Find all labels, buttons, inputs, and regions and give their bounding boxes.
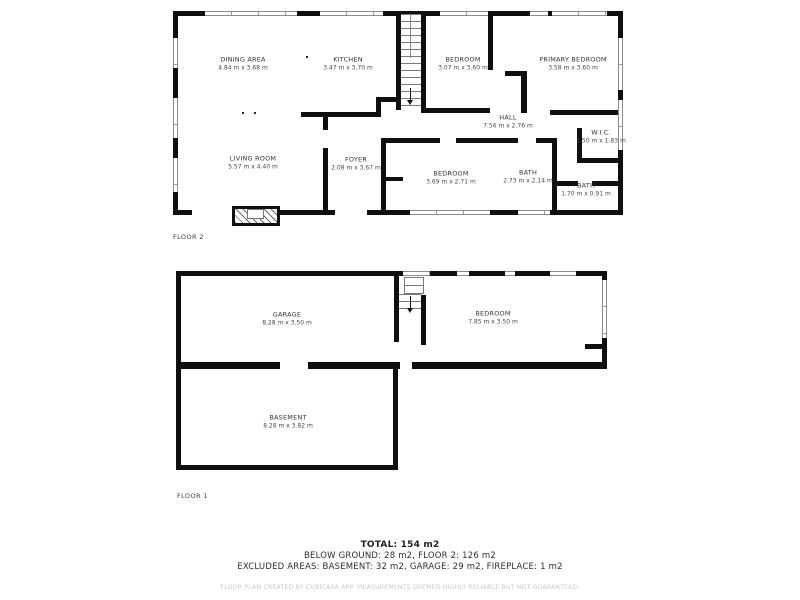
room-name: GARAGE	[272, 310, 302, 319]
window	[173, 98, 178, 138]
wall-segment	[176, 271, 607, 276]
stairs-down-arrow-icon	[407, 100, 413, 105]
window	[173, 38, 178, 68]
staircase-floor2	[401, 14, 421, 107]
room-name: PRIMARY BEDROOM	[539, 55, 607, 64]
window	[530, 11, 548, 16]
room-name: BEDROOM	[475, 309, 511, 318]
room-label-bedroom	[438, 55, 488, 72]
fireplace-firebox	[247, 209, 264, 219]
room-dimensions: 8.28 m x 3.82 m	[263, 422, 313, 430]
floor-2-label: FLOOR 2	[173, 233, 204, 241]
wall-segment	[176, 271, 181, 470]
room-dimensions: 2.73 m x 2.14 m	[503, 177, 553, 185]
window	[505, 271, 515, 276]
room-dimensions: 1.70 m x 0.91 m	[561, 190, 611, 198]
wall-segment	[367, 210, 410, 215]
window	[410, 210, 490, 215]
room-dimensions: 3.07 m x 3.60 m	[438, 64, 488, 72]
room-label-bedroom-floor1	[468, 309, 518, 326]
floor-areas-text: BELOW GROUND: 28 m2, FLOOR 2: 126 m2	[303, 551, 496, 561]
wall-segment	[550, 210, 623, 215]
room-label-wic	[576, 128, 626, 145]
stairs-down-arrow-icon	[407, 308, 413, 313]
wall-segment	[176, 362, 280, 369]
disclaimer-text: FLOOR PLAN CREATED BY CUBICASA APP. MEASUREMENTS DEEMED HIGHLY RELIABLE BUT NOT GUARANTEED.	[220, 584, 580, 591]
room-name: W.I.C.	[591, 128, 611, 137]
room-label-bath	[503, 168, 553, 185]
floor-1-label: FLOOR 1	[177, 492, 208, 500]
wall-segment	[488, 11, 493, 70]
room-name: BATH	[576, 181, 596, 190]
room-label-garage	[262, 310, 312, 327]
window	[457, 271, 469, 276]
staircase-divider	[410, 14, 411, 58]
window	[173, 158, 178, 192]
window	[602, 280, 607, 338]
wall-segment	[176, 465, 398, 470]
wall-segment	[550, 110, 618, 115]
room-label-bath-2	[561, 181, 611, 198]
room-dimensions: 7.56 m x 2.76 m	[483, 122, 533, 130]
wall-segment	[323, 117, 328, 130]
wall-segment	[577, 158, 623, 163]
room-name: KITCHEN	[333, 55, 363, 64]
wall-segment	[521, 76, 527, 113]
wall-segment	[381, 177, 403, 181]
wall-segment	[456, 138, 518, 143]
wall-segment	[393, 369, 398, 470]
stairs-direction-line	[410, 296, 411, 308]
room-name: BEDROOM	[433, 169, 469, 178]
window	[440, 11, 488, 16]
column-marker-dot	[254, 112, 256, 114]
wall-segment	[173, 210, 192, 215]
room-name: BATH	[518, 168, 538, 177]
area-summary	[0, 540, 800, 572]
room-dimensions: 5.57 m x 4.40 m	[228, 163, 278, 171]
column-marker-dot	[306, 56, 308, 58]
wall-segment	[323, 148, 328, 212]
wall-segment	[585, 344, 607, 349]
window	[205, 11, 297, 16]
room-dimensions: 3.58 m x 3.60 m	[548, 64, 598, 72]
stairs-direction-line	[410, 88, 411, 100]
staircase-landing-floor1	[404, 277, 424, 294]
room-label-dining-area	[218, 55, 268, 72]
room-label-primary-bedroom	[539, 55, 606, 72]
room-dimensions: 4.84 m x 3.68 m	[218, 64, 268, 72]
window	[518, 210, 550, 215]
wall-segment	[301, 112, 377, 117]
room-dimensions: 1.50 m x 1.83 m	[576, 137, 626, 145]
wall-segment	[421, 295, 426, 345]
wall-segment	[308, 362, 400, 369]
room-dimensions: 3.47 m x 3.70 m	[323, 64, 373, 72]
room-name: DINING AREA	[220, 55, 266, 64]
room-dimensions: 7.85 m x 3.50 m	[468, 318, 518, 326]
room-name: FOYER	[344, 155, 368, 164]
wall-segment	[381, 138, 386, 212]
wall-segment	[426, 108, 490, 113]
wall-segment	[490, 210, 518, 215]
room-name: BEDROOM	[445, 55, 481, 64]
window	[320, 11, 383, 16]
fireplace	[232, 206, 280, 226]
window	[618, 38, 623, 90]
window	[403, 271, 430, 276]
room-label-kitchen	[323, 55, 373, 72]
window	[552, 11, 607, 16]
wall-segment	[381, 138, 440, 143]
room-dimensions: 3.69 m x 2.71 m	[426, 178, 476, 186]
excluded-areas-text: EXCLUDED AREAS: BASEMENT: 32 m2, GARAGE: 29 m2, FIREPLACE: 1 m2	[237, 562, 563, 572]
room-label-bedroom-2	[426, 169, 476, 186]
room-name: HALL	[499, 113, 517, 122]
room-label-basement	[263, 413, 313, 430]
room-label-living-room	[228, 154, 278, 171]
room-name: LIVING ROOM	[229, 154, 277, 163]
wall-segment	[412, 362, 607, 369]
room-name: BASEMENT	[269, 413, 307, 422]
room-dimensions: 8.28 m x 3.50 m	[262, 319, 312, 327]
window	[550, 271, 576, 276]
column-marker-dot	[242, 112, 244, 114]
room-label-hall	[483, 113, 533, 130]
wall-segment	[421, 11, 426, 113]
total-area-text: TOTAL: 154 m2	[360, 540, 440, 550]
room-dimensions: 2.08 m x 3.67 m	[331, 164, 381, 172]
room-label-foyer	[331, 155, 381, 172]
